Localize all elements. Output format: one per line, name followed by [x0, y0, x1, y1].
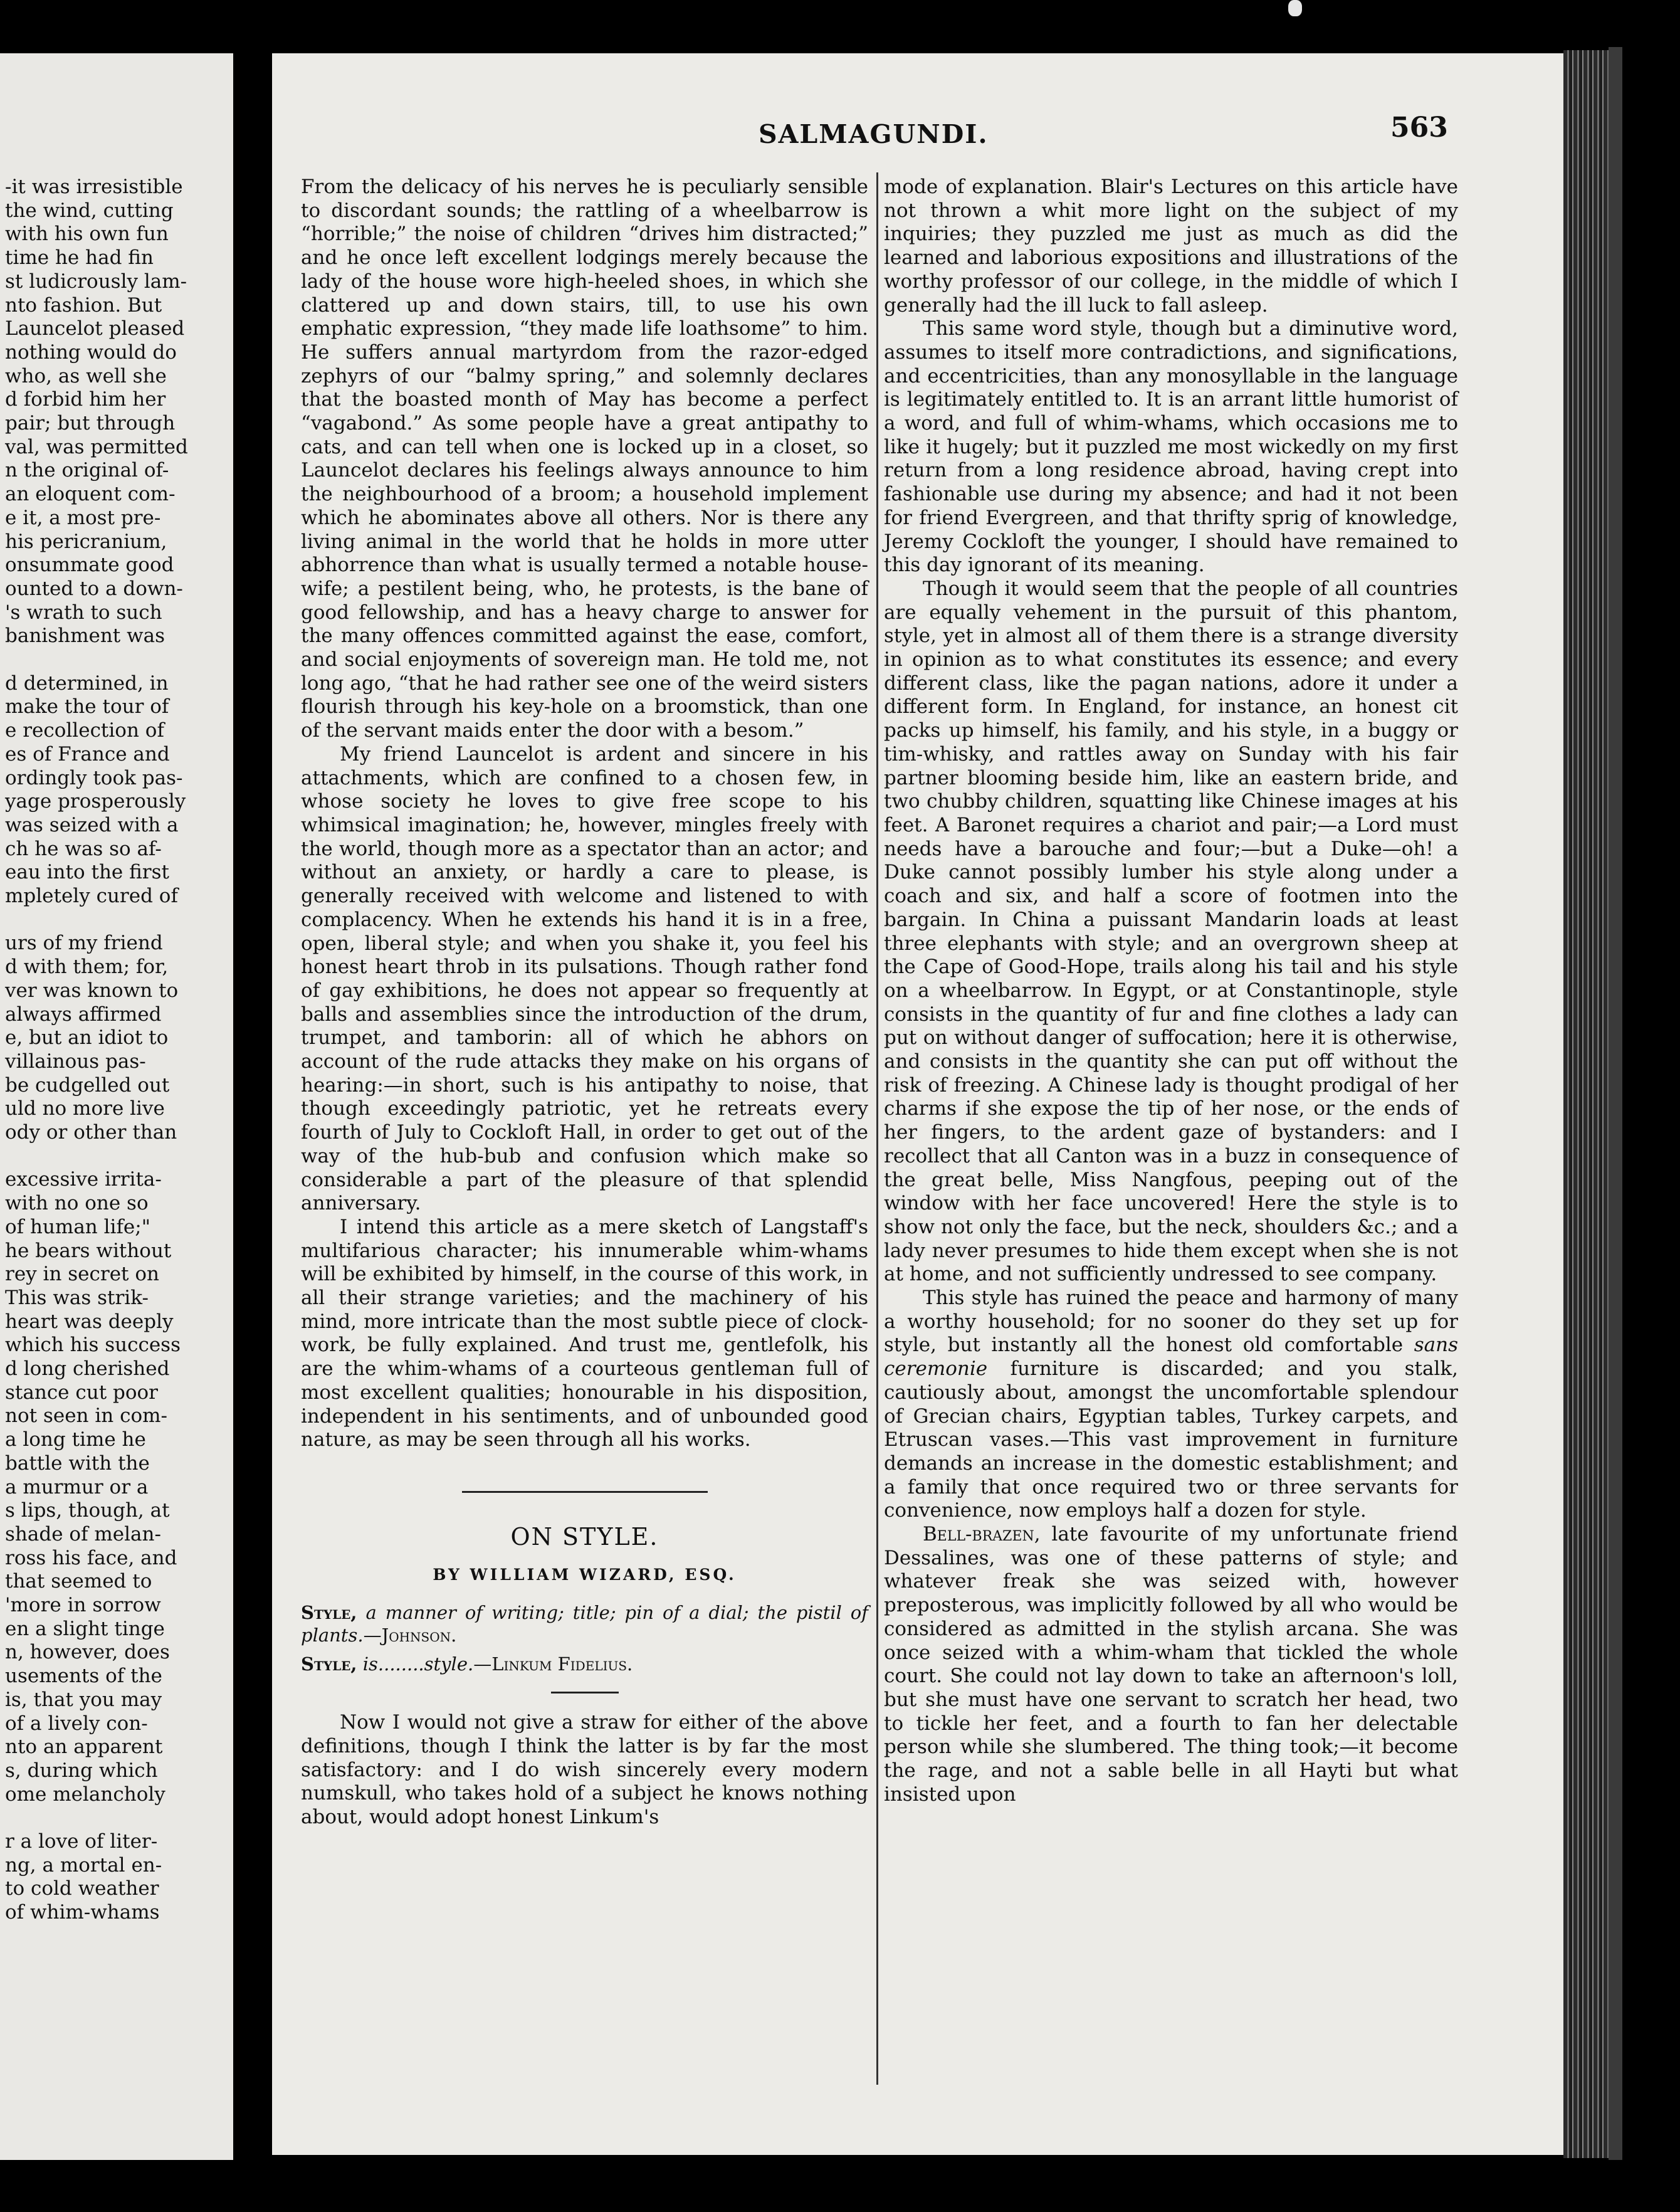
paragraph: From the delicacy of his nerves he is peculiarly sensible to discordant sounds; the rattling of a wheelbarrow is “horrible;” the noise of children “drives him distracted;” and he once left excellent lodgings merely because the lady of the house wore high-heeled shoes, in which she clattered up and down stairs, till, to use his own emphatic expression, “they made life loathsome” to him. He suffers annual martyrdom from the razor-edged zephyrs of our “balmy spring,” and solemnly declares that the boasted month of May has become a perfect “vagabond.” As some people have a great antipathy to cats, and can tell when one is locked up in a closet, so Launcelot declares his feelings always announce to him the neighbourhood of a broom; a household implement which he abominates above all others. Nor is there any living animal in the world that he holds in more utter abhorrence than what is usually termed a notable house-wife; a pestilent being, who, he protests, is the bane of good fellowship, and has a heavy charge to answer for the many offences committed against the ease, comfort, and social enjoyments of sovereign man. He told me, not long ago, “that he had rather see one of the weird sisters flourish through his key-hole on a broomstick, than one of the servant maids enter the door with a besom.” — [301, 176, 868, 742]
left-page-line: -it was irresistible — [5, 176, 183, 198]
left-page-line: nto an apparent — [5, 1735, 163, 1759]
left-page-line: ordingly took pas- — [5, 766, 183, 789]
left-page-line: to cold weather — [5, 1877, 159, 1900]
section-divider — [551, 1692, 619, 1693]
left-page-line: eau into the first — [5, 861, 169, 884]
left-page-line: his pericranium, — [5, 530, 167, 553]
text-run: late favourite of my unfortunate friend Dessalines, was one of these patterns of style; and whatever freak she was seized with, however preposterous, was implicitly followed by all who would be considered as admitted in the stylish arcana. She was once seized with a whim-wham that tickled the whole court. She could not lay down to take an afternoon's loll, but she must have one servant to scratch her head, two to tickle her feet, and a fourth to fan her delectable person while she slumbered. The thing took;—it become the rage, and not a sable belle in all Hayti but what insisted upon — [884, 1523, 1458, 1806]
left-page-line: of a lively con- — [5, 1712, 148, 1735]
left-page-line: ounted to a down- — [5, 577, 183, 600]
left-page-line: ch he was so af- — [5, 837, 162, 860]
left-page-line: st ludicrously lam- — [5, 270, 187, 293]
left-page-line: 's wrath to such — [5, 601, 162, 624]
left-page-line: rey in secret on — [5, 1263, 159, 1286]
left-page-line: e, but an idiot to — [5, 1026, 169, 1050]
left-page-line: a murmur or a — [5, 1475, 149, 1498]
left-page-line: s, during which — [5, 1759, 158, 1782]
left-page-line: is, that you may — [5, 1688, 162, 1711]
paragraph: I intend this article as a mere sketch of Langstaff's multifarious character; his innumerable whim-whams will be exhibited by himself, in the course of this work, in all their strange varieties; and the machinery of his mind, more intricate than the most subtle piece of clock-work, be fully explained. And trust me, gentlefolk, his are the whim-whams of a courteous gentleman full of most excellent qualities; honourable in his disposition, independent in his sentiments, and of unbounded good nature, as may be seen through all his works. — [301, 1215, 868, 1451]
left-page-line: d forbid him her — [5, 388, 166, 411]
left-page-line: e recollection of — [5, 719, 164, 742]
left-page-fragment — [0, 53, 233, 2160]
scan-mark — [1288, 0, 1302, 16]
left-page-line: heart was deeply — [5, 1310, 174, 1333]
paragraph: mode of explanation. Blair's Lectures on this article have not thrown a whit more light on the subject of my inquiries; they puzzled me just as much as did the learned and laborious expositions and illustrations of the worthy professor of our college, in the middle of which I generally had the ill luck to fall asleep. — [884, 176, 1458, 317]
epigraph-source: —Johnson. — [363, 1625, 457, 1646]
left-page-line: nothing would do — [5, 340, 177, 364]
left-page-line: banishment was — [5, 624, 165, 648]
left-page-line: ome melancholy — [5, 1783, 165, 1806]
epigraph-text: a manner of writing; title; pin of a dial; the pistil of plants. — [301, 1602, 869, 1646]
name-lead: Bell-brazen, — [923, 1523, 1041, 1546]
left-page-line: pair; but through — [5, 412, 176, 434]
left-page-line: en a slight tinge — [5, 1617, 165, 1640]
left-page-line: r a love of liter- — [5, 1830, 158, 1853]
left-page-line: battle with the — [5, 1451, 150, 1475]
left-page-line: excessive irrita- — [5, 1168, 162, 1191]
left-page-line: ody or other than — [5, 1121, 177, 1144]
epigraph-text: is........style. — [362, 1653, 474, 1675]
left-page-line: he bears without — [5, 1239, 172, 1262]
left-page-line: villainous pas- — [5, 1050, 146, 1073]
left-page-line: was seized with a — [5, 813, 179, 836]
left-page-line: be cudgelled out — [5, 1073, 170, 1097]
epigraph — [301, 1601, 868, 1646]
left-page-line: uld no more live — [5, 1097, 165, 1120]
left-page-line: not seen in com- — [5, 1404, 167, 1428]
left-column — [301, 176, 868, 1830]
epigraph-lead: Style, — [301, 1653, 357, 1675]
left-page-line: the wind, cutting — [5, 199, 174, 222]
left-page-line: stance cut poor — [5, 1381, 159, 1404]
running-head: SALMAGUNDI. — [759, 119, 989, 149]
section-divider — [462, 1491, 708, 1493]
left-page-line: val, was permitted — [5, 435, 188, 458]
left-page-line: es of France and — [5, 742, 170, 766]
left-page-line: ross his face, and — [5, 1546, 177, 1569]
left-page-line: ver was known to — [5, 979, 179, 1002]
paragraph — [884, 1287, 1458, 1523]
left-page-line: with his own fun — [5, 223, 169, 246]
left-page-line: urs of my friend — [5, 932, 163, 955]
text-run: This style has ruined the peace and harmony of many a worthy household; for no sooner do they set up for style, but instantly all the honest old comfortable — [884, 1287, 1458, 1357]
left-page-line: who, as well she — [5, 364, 167, 387]
paragraph — [884, 1523, 1458, 1806]
paragraph: Now I would not give a straw for either of the above definitions, though I think the latter is by far the most satisfactory: and I do wish sincerely every modern numskull, who takes hold of a subject he knows nothing about, would adopt honest Linkum's — [301, 1711, 868, 1829]
left-page-line: make the tour of — [5, 695, 169, 719]
right-column — [884, 176, 1458, 1807]
left-page-line: n the original of- — [5, 459, 169, 482]
left-page-line: of whim-whams — [5, 1901, 160, 1924]
left-page-line: Launcelot pleased — [5, 317, 185, 340]
left-page-line: which his success — [5, 1334, 181, 1357]
italic-text: sans ceremonie — [884, 1334, 1458, 1381]
column-rule — [876, 172, 878, 2085]
paragraph: Though it would seem that the people of all countries are equally vehement in the pursuit of this phantom, style, yet in almost all of them there is a strange diversity in opinion as to what constitutes its essence; and every different class, like the pagan nations, adore it under a different form. In England, for instance, an honest cit packs up himself, his family, and his style, in a buggy or tim-whisky, and rattles away on Sunday with his fair partner blooming beside him, like an eastern bride, and two chubby children, squatting like Chinese images at his feet. A Baronet requires a chariot and pair;—a Lord must needs have a barouche and four;—but a Duke—oh! a Duke cannot possibly lumber his style along under a coach and six, and half a score of footmen into the bargain. In China a puissant Mandarin loads at least three elephants with style; and an overgrown sheep at the Cape of Good-Hope, trails along his tail and his style on a wheelbarrow. In Egypt, or at Constantinople, style consists in the quantity of fur and fine clothes a lady can put on without danger of suffocation; here it is otherwise, and consists in the quantity she can put off without the risk of freezing. A Chinese lady is thought prodigal of her charms if she expose the tip of her nose, or the ends of her fingers, to the ardent gaze of bystanders: and I recollect that all Canton was in a buzz in consequence of the great belle, Miss Nangfous, peeping out of the window with her face uncovered! Here the style is to show not only the face, but the neck, shoulders &c.; and a lady never presumes to hide them except when she is not at home, and not sufficiently undressed to see company. — [884, 577, 1458, 1286]
left-page-line: d determined, in — [5, 672, 169, 695]
left-page-line: of human life;" — [5, 1215, 150, 1238]
page-edge — [1563, 50, 1609, 2158]
left-page-line: time he had fin — [5, 246, 154, 270]
left-page-line: d long cherished — [5, 1357, 170, 1380]
page-number: 563 — [1390, 112, 1448, 144]
left-page-line: yage prosperously — [5, 790, 186, 813]
left-page-line: with no one so — [5, 1192, 149, 1215]
left-page-line: always affirmed — [5, 1003, 162, 1026]
left-page-line: e it, a most pre- — [5, 506, 161, 529]
text-run: furniture is discarded; and you stalk, cautiously about, amongst the uncomfortable splendour of Grecian chairs, Egyptian tables, Turkey carpets, and Etruscan vases.—This vast improvement in furniture demands an increase in the domestic establishment; and a family that once required two or three servants for convenience, now employs half a dozen for style. — [884, 1357, 1458, 1522]
book-cover-edge — [1609, 47, 1622, 2160]
paragraph: My friend Launcelot is ardent and sincere in his attachments, which are confined to a chosen few, in whose society he loves to give free scope to his whimsical imagination; he, however, mingles freely with the world, though more as a spectator than an actor; and without an anxiety, or hardly a care to please, is generally received with welcome and listened to with complacency. When he extends his hand it is in a free, open, liberal style; and when you shake it, you feel his honest heart throb in its pulsations. Though rather fond of gay exhibitions, he does not appear so frequently at balls and assemblies since the introduction of the drum, trumpet, and tamborin: all of which he abhors on account of the rude attacks they make on his organs of hearing:—in short, such is his antipathy to noise, that though exceedingly patriotic, yet he retreats every fourth of July to Cockloft Hall, in order to get out of the way of the hub-bub and confusion which make so considerable a part of the pleasure of that splendid anniversary. — [301, 742, 868, 1215]
byline: BY WILLIAM WIZARD, ESQ. — [433, 1565, 737, 1584]
left-page-line: d with them; for, — [5, 956, 169, 979]
left-page-line: a long time he — [5, 1428, 146, 1451]
left-page-line: n, however, does — [5, 1641, 170, 1664]
left-page-line: 'more in sorrow — [5, 1594, 161, 1616]
left-page-line: usements of the — [5, 1665, 162, 1688]
epigraph-source: —Linkum Fidelius. — [473, 1653, 633, 1675]
left-page-line: that seemed to — [5, 1570, 152, 1593]
left-page-line: mpletely cured of — [5, 885, 178, 907]
paragraph: This same word style, though but a diminutive word, assumes to itself more contradictions, and significations, and eccentricities, than any monosyllable in the language is legitimately entitled to. It is an arrant little humorist of a word, and full of whim-whams, which occasions me to like it hugely; but it puzzled me most wickedly on my first return from a long residence abroad, having crept into fashionable use during my absence; and had it not been for friend Evergreen, and that thrifty sprig of knowledge, Jeremy Cockloft the younger, I should have remained to this day ignorant of its meaning. — [884, 317, 1458, 577]
left-page-line: s lips, though, at — [5, 1499, 170, 1522]
left-page-line: shade of melan- — [5, 1522, 161, 1546]
left-page-line: onsummate good — [5, 554, 174, 577]
left-page-line: ng, a mortal en- — [5, 1853, 162, 1877]
epigraph — [301, 1653, 868, 1675]
epigraph-lead: Style, — [301, 1602, 357, 1624]
left-page-line: This was strik- — [5, 1286, 149, 1309]
section-title: ON STYLE. — [510, 1522, 659, 1551]
left-page-line: an eloquent com- — [5, 483, 176, 506]
left-page-line: nto fashion. But — [5, 293, 162, 317]
